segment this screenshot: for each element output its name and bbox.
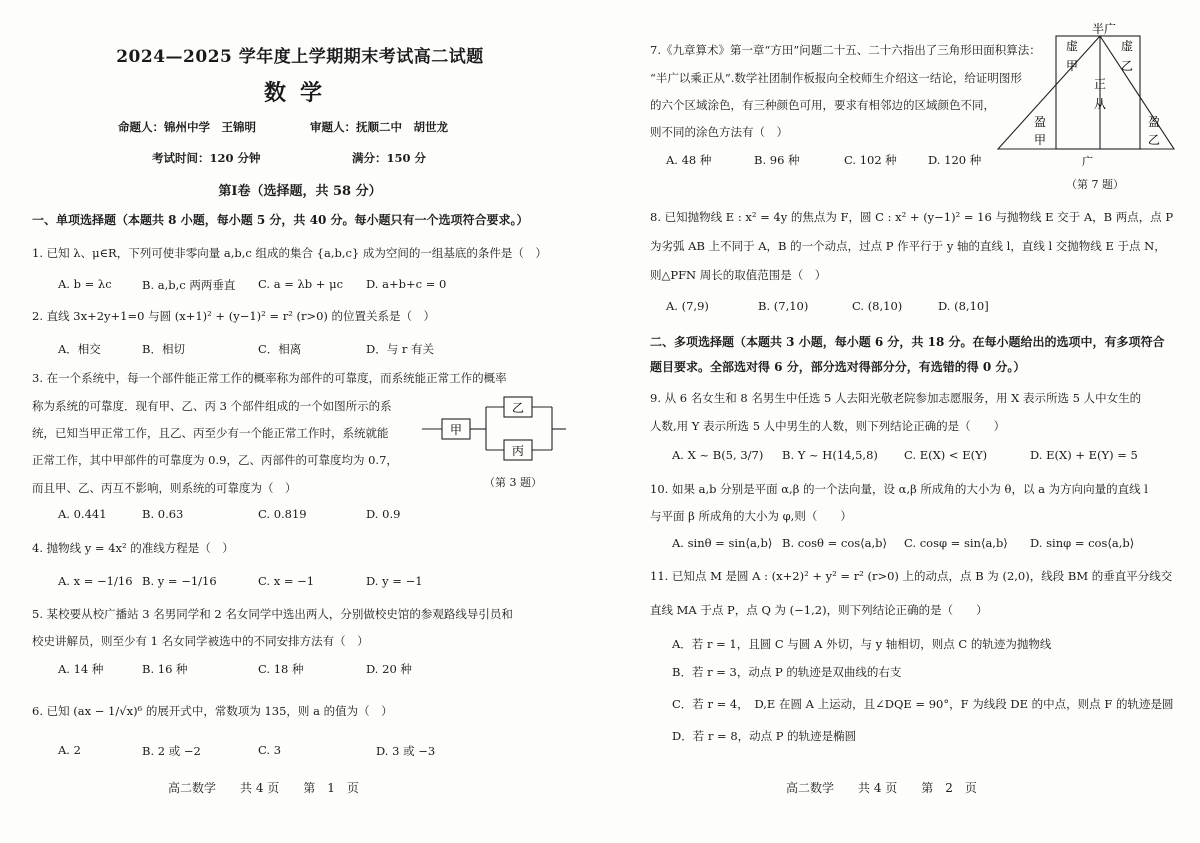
q10-option-a: A. sinθ = sin⟨a,b⟩ [672,536,773,550]
q11-option-b: B．若 r = 3，动点 P 的轨迹是双曲线的右支 [672,665,902,679]
q10-option-b: B. cosθ = cos⟨a,b⟩ [782,536,888,550]
q7-triangle-diagram [996,22,1186,170]
question-9-line-1: 9. 从 6 名女生和 8 名男生中任选 5 人去阳光敬老院参加志愿服务，用 X 表示所选 5 人中女生的 [650,391,1142,405]
q1-option-c: C. a = λb + μc [258,277,344,291]
q11-option-a: A．若 r = 1，且圆 C 与圆 A 外切，与 y 轴相切，则点 C 的轨迹为抛物线 [672,637,1052,651]
q2-option-b: B．相切 [142,342,185,356]
q2-option-c: C．相离 [258,342,302,356]
question-3-line-2: 称为系统的可靠度．现有甲、乙、丙 3 个部件组成的一个如图所示的系 [32,399,392,413]
q4-option-b: B. y = −1/16 [142,574,217,588]
q8-option-c: C. (8,10) [852,299,903,313]
q2-option-d: D．与 r 有关 [366,342,435,356]
setter-info: 命题人：锦州中学 王锦明 [118,120,256,134]
q7-caption: （第 7 题） [1066,178,1124,191]
page-2 [600,0,1200,843]
q7-option-a: A. 48 种 [666,153,712,167]
q7-option-d: D. 120 种 [928,153,982,167]
q7-option-c: C. 102 种 [844,153,897,167]
volume-title: 第Ⅰ卷（选择题，共 58 分） [218,184,382,199]
q4-option-d: D. y = −1 [366,574,423,588]
question-11-line-1: 11. 已知点 M 是圆 A : (x+2)² + y² = r² (r>0) 上的动点，点 B 为 (2,0)，线段 BM 的垂直平分线交 [650,569,1173,583]
q7-option-b: B. 96 种 [754,153,800,167]
question-8-line-3: 则△PFN 周长的取值范围是（ ） [650,268,827,282]
question-5-line-2: 校史讲解员，则至少有 1 名女同学被选中的不同安排方法有（ ） [32,634,369,648]
question-9-line-2: 人数,用 Y 表示所选 5 人中男生的人数，则下列结论正确的是（ ） [650,419,1006,433]
q3-caption: （第 3 题） [484,476,542,489]
q3-box-yi: 乙 [511,401,525,415]
page-footer-2: 高二数学 共 4 页 第 2 页 [786,781,977,795]
question-3-line-4: 正常工作，其中甲部件的可靠度为 0.9，乙、丙部件的可靠度均为 0.7， [32,453,398,467]
q1-option-a: A. b = λc [58,277,112,291]
question-4-stem: 4. 抛物线 y = 4x² 的准线方程是（ ） [32,541,234,555]
section-single-choice: 一、单项选择题（本题共 8 小题，每小题 5 分，共 40 分。每小题只有一个选项符合要求。） [32,213,529,227]
q11-option-c: C．若 r = 4， D,E 在圆 A 上运动，且∠DQE = 90°，F 为线段 DE 的中点，则点 F 的轨迹是圆 [672,697,1174,711]
q7-label-xu-jia: 虚甲 [1066,39,1079,73]
q6-option-a: A. 2 [58,743,81,757]
q9-option-d: D. E(X) + E(Y) = 5 [1030,448,1138,462]
q4-option-c: C. x = −1 [258,574,315,588]
q9-option-b: B. Y ~ H(14,5,8) [782,448,878,462]
q5-option-a: A. 14 种 [58,662,104,676]
q10-option-c: C. cosφ = sin⟨a,b⟩ [904,536,1008,550]
q9-option-a: A. X ~ B(5, 3/7) [672,448,764,462]
q9-option-c: C. E(X) < E(Y) [904,448,988,462]
question-3-line-5: 而且甲、乙、丙互不影响，则系统的可靠度为（ ） [32,481,297,495]
exam-title: 2024—2025 学年度上学期期末考试高二试题 [116,47,484,67]
q8-option-d: D. (8,10] [938,299,989,313]
q6-option-b: B. 2 或 −2 [142,744,201,758]
q6-option-c: C. 3 [258,743,282,757]
subject-title: 数学 [263,80,336,106]
q5-option-d: D. 20 种 [366,662,412,676]
q7-label-zheng-cong: 正从 [1094,77,1107,111]
q5-option-b: B. 16 种 [142,662,188,676]
question-10-line-1: 10. 如果 a,b 分别是平面 α,β 的一个法向量，设 α,β 所成角的大小为 θ，以 a 为方向向量的直线 l [650,482,1148,496]
q8-option-a: A. (7,9) [666,299,709,313]
q10-option-d: D. sinφ = cos⟨a,b⟩ [1030,536,1135,550]
q3-box-bing: 丙 [511,444,525,458]
question-2-stem: 2. 直线 3x+2y+1=0 与圆 (x+1)² + (y−1)² = r² (r>0) 的位置关系是（ ） [32,309,436,323]
q3-option-d: D. 0.9 [366,507,401,521]
question-8-line-1: 8. 已知抛物线 E : x² = 4y 的焦点为 F，圆 C : x² + (y−1)² = 16 与抛物线 E 交于 A，B 两点，点 P [650,210,1174,224]
q1-option-d: D. a+b+c = 0 [366,277,447,291]
q11-option-d: D．若 r = 8，动点 P 的轨迹是椭圆 [672,729,857,743]
question-3-line-3: 统，已知当甲正常工作，且乙、丙至少有一个能正常工作时，系统就能 [32,426,389,440]
section-multiple-choice-line-1: 二、多项选择题（本题共 3 小题，每小题 6 分，共 18 分。在每小题给出的选项中，有多项符合 [650,335,1165,349]
exam-time: 考试时间：120 分钟 [152,151,261,165]
question-7-line-4: 则不同的涂色方法有（ ） [650,125,788,139]
question-10-line-2: 与平面 β 所成角的大小为 φ,则（ ） [650,509,852,523]
q3-option-b: B. 0.63 [142,507,184,521]
question-3-line-1: 3. 在一个系统中，每一个部件能正常工作的概率称为部件的可靠度，而系统能正常工作的概率 [32,371,507,385]
question-11-line-2: 直线 MA 于点 P，点 Q 为 (−1,2)，则下列结论正确的是（ ） [650,603,988,617]
question-7-line-3: 的六个区域涂色，有三种颜色可用，要求有相邻边的区域颜色不同， [650,98,995,112]
q7-label-half-base: 半广 [1091,22,1117,36]
q7-label-xu-yi: 虚乙 [1121,39,1134,73]
q7-label-ying-yi: 盈乙 [1148,115,1161,147]
q2-option-a: A．相交 [58,342,101,356]
question-1-stem: 1. 已知 λ、μ∈R，下列可使非零向量 a,b,c 组成的集合 {a,b,c} 成为空间的一组基底的条件是（ ） [32,246,547,260]
reviewer-info: 审题人：抚顺二中 胡世龙 [310,120,448,134]
q1-option-b: B. a,b,c 两两垂直 [142,278,236,292]
q3-option-c: C. 0.819 [258,507,307,521]
question-5-line-1: 5. 某校要从校广播站 3 名男同学和 2 名女同学中选出两人，分别做校史馆的参观路线导引员和 [32,607,513,621]
full-score: 满分：150 分 [352,151,427,165]
question-6-stem: 6. 已知 (ax − 1/√x)⁶ 的展开式中，常数项为 135，则 a 的值为（ ） [32,704,393,718]
section-multiple-choice-line-2: 题目要求。全部选对得 6 分，部分选对得部分分，有选错的得 0 分。） [650,360,1026,374]
q7-label-ying-jia: 盈甲 [1034,115,1047,147]
q7-label-base: 广 [1082,155,1093,168]
page-footer-1: 高二数学 共 4 页 第 1 页 [168,781,359,795]
q3-box-jia: 甲 [449,423,463,437]
q4-option-a: A. x = −1/16 [58,574,133,588]
q3-option-a: A. 0.441 [58,507,107,521]
question-7-line-1: 7.《九章算术》第一章“方田”问题二十五、二十六指出了三角形田面积算法： [650,43,1041,57]
question-7-line-2: “半广以乘正从”.数学社团制作板报向全校师生介绍这一结论，给证明图形 [650,71,1022,85]
q5-option-c: C. 18 种 [258,662,304,676]
q3-system-diagram [420,392,570,472]
q8-option-b: B. (7,10) [758,299,809,313]
q6-option-d: D. 3 或 −3 [376,744,436,758]
question-8-line-2: 为劣弧 AB 上不同于 A，B 的一个动点，过点 P 作平行于 y 轴的直线 l，直线 l 交抛物线 E 于点 N， [650,239,1166,253]
